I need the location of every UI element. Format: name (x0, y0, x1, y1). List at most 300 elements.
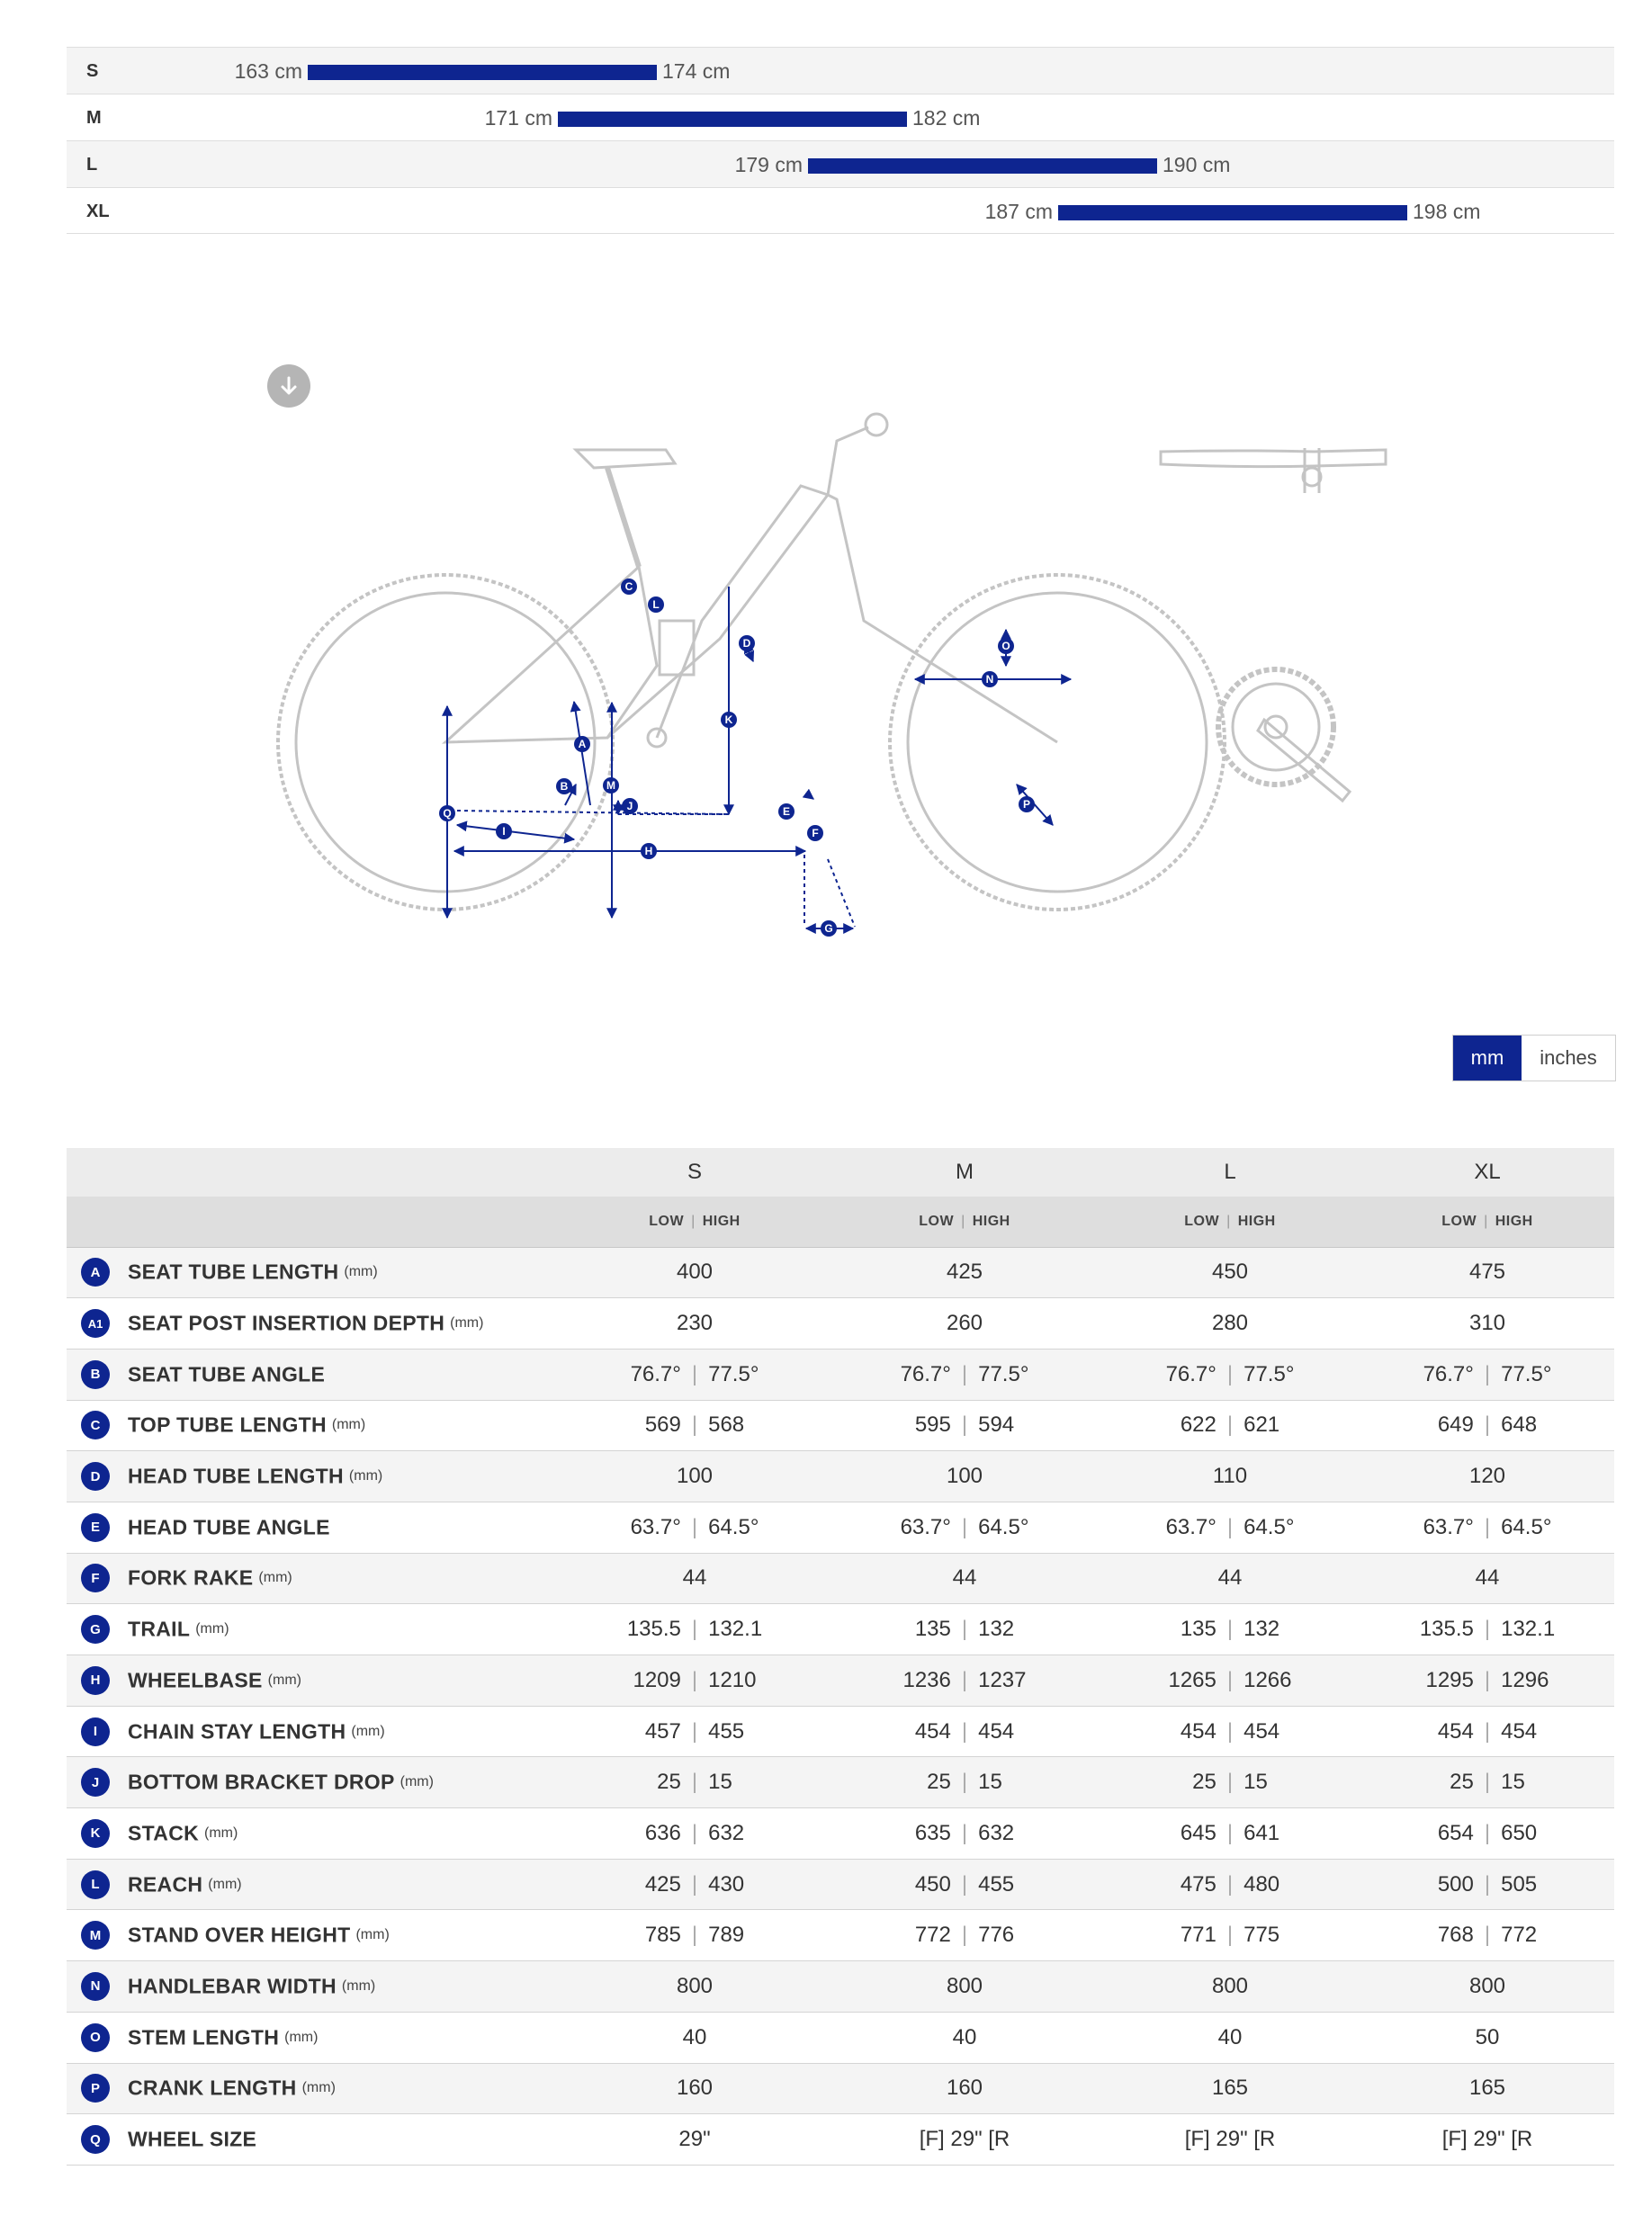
crankset-outline (1218, 669, 1350, 801)
measurement-unit: (mm) (450, 1315, 484, 1332)
high-value: 650 (1501, 1820, 1538, 1845)
low-value: 135 (1180, 1617, 1217, 1642)
high-value: 1296 (1501, 1667, 1549, 1692)
measurement-label (67, 2063, 560, 2114)
high-value: 15 (1501, 1770, 1525, 1795)
measurement-value: 160 (676, 2076, 714, 2101)
measurement-value: 160 (946, 2076, 983, 2101)
measurement-value (1360, 1706, 1614, 1757)
measurement-value (830, 1808, 1100, 1860)
measurement-value: 120 (1468, 1464, 1506, 1489)
measurement-value: 230 (676, 1311, 714, 1336)
svg-text:F: F (812, 827, 819, 839)
value-separator: | (1226, 1871, 1234, 1897)
low-value: 76.7° (1165, 1361, 1217, 1386)
svg-text:H: H (644, 845, 653, 857)
measurement-value (1360, 1910, 1614, 1961)
svg-text:K: K (724, 713, 733, 726)
value-separator: | (1226, 1820, 1234, 1845)
high-value: 1237 (978, 1667, 1027, 1692)
high-value: 77.5° (708, 1361, 759, 1386)
measurement-value (560, 1757, 830, 1808)
measurement-value: 100 (946, 1464, 983, 1489)
svg-text:E: E (782, 805, 791, 818)
range-bar (558, 112, 907, 127)
high-value: 454 (978, 1718, 1015, 1744)
measurement-value (830, 1502, 1100, 1553)
value-separator: | (961, 1718, 968, 1744)
measurement-name: HEAD TUBE ANGLE (128, 1515, 330, 1539)
measurement-value: 475 (1468, 1260, 1506, 1285)
value-separator: | (1484, 1923, 1491, 1948)
rider-height-chart (67, 47, 1614, 234)
measurement-value: 310 (1468, 1311, 1506, 1336)
measurement-value: 425 (946, 1260, 983, 1285)
high-value: 64.5° (1243, 1514, 1295, 1539)
measurement-value (1100, 1808, 1360, 1860)
svg-text:J: J (626, 800, 633, 812)
value-separator: | (1226, 1770, 1234, 1795)
label-m (603, 777, 619, 794)
measurement-value: 110 (1212, 1464, 1248, 1489)
size-header: S (560, 1148, 830, 1197)
measurement-letter-badge: B (81, 1360, 110, 1389)
table-row (67, 1910, 1614, 1961)
measurement-value (560, 1859, 830, 1910)
label-k (721, 712, 737, 728)
size-label: S (86, 61, 99, 81)
bike-outline (278, 414, 1225, 910)
measurement-value: 800 (676, 1973, 714, 1998)
measurement-unit: (mm) (351, 1723, 385, 1739)
measurement-label (67, 1604, 560, 1655)
high-value: 621 (1243, 1412, 1280, 1438)
high-value: 632 (978, 1820, 1015, 1845)
measurement-unit: (mm) (284, 2029, 319, 2045)
label-e (778, 803, 795, 820)
low-value: 454 (914, 1718, 951, 1744)
high-value: 15 (708, 1770, 732, 1795)
value-separator: | (691, 1718, 698, 1744)
svg-text:C: C (624, 580, 633, 593)
table-row (67, 1298, 1614, 1350)
value-separator: | (1484, 1718, 1491, 1744)
measurement-label (67, 1451, 560, 1502)
measurement-value: [F] 29" [R (1441, 2127, 1533, 2152)
measurement-value (1360, 1859, 1614, 1910)
measurement-name: BOTTOM BRACKET DROP (128, 1770, 395, 1794)
size-header-row (67, 1148, 1614, 1197)
measurement-value (1100, 1502, 1360, 1553)
measurement-label (67, 1400, 560, 1451)
measurement-value: 44 (1475, 1565, 1500, 1591)
low-high-header-row (67, 1197, 1614, 1247)
high-value: 1210 (708, 1667, 757, 1692)
table-row (67, 1553, 1614, 1604)
low-value: 635 (914, 1820, 951, 1845)
low-value: 425 (644, 1871, 681, 1897)
label-g (821, 920, 837, 937)
value-separator: | (1226, 1412, 1234, 1438)
value-separator: | (961, 1514, 968, 1539)
size-label: XL (86, 202, 110, 221)
measurement-value (560, 1349, 830, 1400)
measurement-letter-badge: M (81, 1921, 110, 1950)
measurement-value: 40 (682, 2024, 707, 2049)
measurement-letter-badge: Q (81, 2125, 110, 2154)
size-header: L (1100, 1148, 1360, 1197)
label-a (574, 736, 590, 752)
low-value: 785 (644, 1923, 681, 1948)
high-value: 454 (1243, 1718, 1280, 1744)
table-row (67, 1757, 1614, 1808)
measurement-letter-badge: K (81, 1819, 110, 1848)
measurement-value (1100, 1910, 1360, 1961)
svg-text:A: A (578, 738, 587, 750)
low-label: LOW (649, 1213, 685, 1229)
table-row (67, 1451, 1614, 1502)
high-label: HIGH (1495, 1213, 1533, 1229)
low-value: 25 (1192, 1770, 1217, 1795)
value-separator: | (691, 1770, 698, 1795)
value-separator: | (1226, 1667, 1234, 1692)
measurement-value: [F] 29" [R (1184, 2127, 1276, 2152)
measurement-label (67, 2012, 560, 2063)
high-value: 132 (978, 1617, 1015, 1642)
size-label: M (86, 108, 102, 128)
svg-text:I: I (502, 825, 506, 838)
table-row (67, 2063, 1614, 2114)
value-separator: | (691, 1923, 698, 1948)
measurement-letter-badge: F (81, 1564, 110, 1592)
measurement-name: STEM LENGTH (128, 2025, 280, 2049)
measurement-label (67, 1502, 560, 1553)
table-row (67, 1961, 1614, 2013)
low-value: 1236 (902, 1667, 951, 1692)
svg-text:N: N (985, 673, 994, 686)
measurement-value: 450 (1211, 1260, 1249, 1285)
value-separator: | (1484, 1617, 1491, 1642)
measurement-value: 50 (1475, 2024, 1500, 2049)
value-separator: | (961, 1923, 968, 1948)
measurement-value (830, 1757, 1100, 1808)
measurement-value: 165 (1468, 2076, 1506, 2101)
high-value: 1266 (1243, 1667, 1292, 1692)
measurement-value: 44 (1217, 1565, 1243, 1591)
size-header: M (830, 1148, 1100, 1197)
measurement-value (1100, 1655, 1360, 1707)
measurement-name: STACK (128, 1821, 200, 1845)
low-value: 25 (657, 1770, 681, 1795)
size-row-m (67, 94, 1614, 140)
measurement-value: 40 (952, 2024, 977, 2049)
measurement-value (1360, 1502, 1614, 1553)
measurement-label (67, 1553, 560, 1604)
low-value: 63.7° (630, 1514, 681, 1539)
measurement-name: FORK RAKE (128, 1565, 254, 1590)
low-label: LOW (919, 1213, 955, 1229)
measurement-name: SEAT TUBE ANGLE (128, 1362, 326, 1386)
low-high-header: LOW | HIGH (560, 1197, 830, 1247)
value-separator: | (691, 1412, 698, 1438)
low-value: 25 (1450, 1770, 1474, 1795)
label-n (982, 671, 998, 687)
table-row (67, 1604, 1614, 1655)
low-value: 645 (1180, 1820, 1217, 1845)
measurement-value (1360, 1808, 1614, 1860)
low-high-header: LOW | HIGH (1100, 1197, 1360, 1247)
high-value: 772 (1501, 1923, 1538, 1948)
value-separator: | (1484, 1361, 1491, 1386)
measurement-value (560, 1910, 830, 1961)
measurement-label (67, 1298, 560, 1350)
measurement-name: REACH (128, 1872, 203, 1897)
low-value: 1209 (633, 1667, 681, 1692)
unit-inches-button[interactable]: inches (1522, 1036, 1615, 1081)
value-separator: | (691, 1667, 698, 1692)
measurement-value (830, 1706, 1100, 1757)
low-value: 63.7° (1165, 1514, 1217, 1539)
measurement-letter-badge: J (81, 1768, 110, 1797)
high-value: 648 (1501, 1412, 1538, 1438)
value-separator: | (1484, 1770, 1491, 1795)
measurement-arrows (447, 587, 1071, 928)
measurement-unit: (mm) (355, 1927, 390, 1943)
value-separator: | (1226, 1923, 1234, 1948)
low-value: 135 (914, 1617, 951, 1642)
measurement-label (67, 1757, 560, 1808)
value-separator: | (961, 1820, 968, 1845)
measurement-value: 44 (682, 1565, 707, 1591)
low-value: 25 (927, 1770, 951, 1795)
measurement-value (1360, 1349, 1614, 1400)
value-separator: | (1226, 1514, 1234, 1539)
measurement-value (1100, 1859, 1360, 1910)
measurement-value: 100 (676, 1464, 714, 1489)
measurement-value (1100, 1400, 1360, 1451)
header-spacer (67, 1148, 560, 1197)
value-separator: | (1484, 1514, 1491, 1539)
label-q (439, 805, 455, 821)
low-value: 595 (914, 1412, 951, 1438)
low-value: 76.7° (1423, 1361, 1474, 1386)
measurement-name: HANDLEBAR WIDTH (128, 1974, 337, 1998)
measurement-unit: (mm) (195, 1621, 229, 1637)
size-label: L (86, 155, 98, 175)
low-value: 654 (1437, 1820, 1474, 1845)
measurement-letter-badge: N (81, 1972, 110, 2001)
high-value: 15 (978, 1770, 1002, 1795)
high-value: 15 (1243, 1770, 1268, 1795)
measurement-value (560, 1400, 830, 1451)
measurement-value: 280 (1211, 1311, 1249, 1336)
high-value: 455 (978, 1871, 1015, 1897)
label-i (496, 823, 512, 839)
value-separator: | (961, 1412, 968, 1438)
low-value: 649 (1437, 1412, 1474, 1438)
value-separator: | (691, 1820, 698, 1845)
value-separator: | (691, 1514, 698, 1539)
low-value: 454 (1180, 1718, 1217, 1744)
measurement-value (1100, 1757, 1360, 1808)
low-value: 1265 (1168, 1667, 1217, 1692)
measurement-label (67, 1961, 560, 2013)
measurement-letter-badge: C (81, 1411, 110, 1439)
measurement-value (830, 1910, 1100, 1961)
high-value: 132.1 (1501, 1617, 1556, 1642)
unit-toggle (1452, 1035, 1616, 1081)
measurement-value (1100, 1349, 1360, 1400)
measurement-unit: (mm) (348, 1468, 383, 1484)
measurement-unit: (mm) (341, 1977, 376, 1994)
measurement-name: CHAIN STAY LENGTH (128, 1719, 346, 1744)
label-p (1019, 796, 1035, 812)
measurement-letter-badge: A (81, 1258, 110, 1287)
table-row (67, 1349, 1614, 1400)
value-separator: | (961, 1770, 968, 1795)
value-separator: | (1484, 1820, 1491, 1845)
measurement-label (67, 1910, 560, 1961)
label-d (739, 635, 755, 651)
high-value: 64.5° (1501, 1514, 1552, 1539)
low-value: 135.5 (626, 1617, 681, 1642)
high-value: 775 (1243, 1923, 1280, 1948)
label-o (998, 638, 1014, 654)
measurement-name: TRAIL (128, 1617, 191, 1641)
measurement-value (560, 1502, 830, 1553)
measurement-label (67, 1655, 560, 1707)
measurement-value: 44 (952, 1565, 977, 1591)
header-spacer (67, 1197, 560, 1247)
high-value: 77.5° (1243, 1361, 1295, 1386)
bike-geometry-diagram (252, 342, 1440, 972)
measurement-value (560, 1706, 830, 1757)
low-value: 636 (644, 1820, 681, 1845)
low-value: 1295 (1425, 1667, 1474, 1692)
low-value: 500 (1437, 1871, 1474, 1897)
svg-text:P: P (1022, 798, 1031, 811)
low-value: 772 (914, 1923, 951, 1948)
value-separator: | (961, 1361, 968, 1386)
low-high-header: LOW | HIGH (1360, 1197, 1614, 1247)
measurement-name: TOP TUBE LENGTH (128, 1412, 327, 1437)
value-separator: | (1484, 1412, 1491, 1438)
svg-text:G: G (824, 922, 833, 935)
value-separator: | (691, 1871, 698, 1897)
geometry-table-body (67, 1247, 1614, 2165)
high-value: 505 (1501, 1871, 1538, 1897)
value-separator: | (961, 1617, 968, 1642)
range-bar (808, 158, 1157, 174)
unit-mm-button[interactable]: mm (1453, 1036, 1522, 1081)
measurement-value: 800 (1468, 1973, 1506, 1998)
measurement-label (67, 1247, 560, 1298)
table-row (67, 1655, 1614, 1707)
measurement-name: SEAT TUBE LENGTH (128, 1260, 339, 1284)
high-label: HIGH (702, 1213, 741, 1229)
measurement-value (1100, 1706, 1360, 1757)
range-bar (308, 65, 657, 80)
high-label: HIGH (1237, 1213, 1276, 1229)
label-f (807, 825, 823, 841)
measurement-value (1360, 1604, 1614, 1655)
table-row (67, 1247, 1614, 1298)
high-value: 77.5° (1501, 1361, 1552, 1386)
diagram-labels (439, 578, 1035, 937)
geometry-table (67, 1148, 1614, 2166)
measurement-value: [F] 29" [R (919, 2127, 1010, 2152)
low-value: 569 (644, 1412, 681, 1438)
low-label: LOW (1184, 1213, 1220, 1229)
measurement-name: STAND OVER HEIGHT (128, 1923, 351, 1947)
low-value: 63.7° (900, 1514, 951, 1539)
measurement-unit: (mm) (331, 1417, 366, 1433)
low-high-header: LOW | HIGH (830, 1197, 1100, 1247)
low-value: 76.7° (900, 1361, 951, 1386)
high-value: 632 (708, 1820, 745, 1845)
low-label: LOW (1441, 1213, 1477, 1229)
measurement-name: WHEELBASE (128, 1668, 263, 1692)
high-value: 480 (1243, 1871, 1280, 1897)
value-separator: | (1484, 1871, 1491, 1897)
low-value: 475 (1180, 1871, 1217, 1897)
measurement-unit: (mm) (400, 1774, 434, 1790)
measurement-value (830, 1655, 1100, 1707)
table-row (67, 2012, 1614, 2063)
measurement-value (560, 1604, 830, 1655)
table-row (67, 2114, 1614, 2166)
high-value: 789 (708, 1923, 745, 1948)
range-min: 187 cm (984, 200, 1053, 223)
measurement-value: 400 (676, 1260, 714, 1285)
measurement-name: WHEEL SIZE (128, 2127, 257, 2151)
table-row (67, 1859, 1614, 1910)
range-min: 163 cm (234, 59, 302, 83)
size-row-l (67, 140, 1614, 187)
high-value: 641 (1243, 1820, 1280, 1845)
high-value: 132.1 (708, 1617, 763, 1642)
low-value: 454 (1437, 1718, 1474, 1744)
measurement-letter-badge: O (81, 2023, 110, 2052)
value-separator: | (1226, 1718, 1234, 1744)
svg-text:O: O (1001, 640, 1010, 652)
high-value: 594 (978, 1412, 1015, 1438)
low-value: 450 (914, 1871, 951, 1897)
measurement-unit: (mm) (301, 2080, 336, 2096)
measurement-value: 29" (678, 2127, 711, 2152)
value-separator: | (691, 1617, 698, 1642)
value-separator: | (1226, 1617, 1234, 1642)
handlebar-outline (1161, 448, 1386, 493)
measurement-unit: (mm) (258, 1570, 292, 1586)
measurement-name: SEAT POST INSERTION DEPTH (128, 1311, 445, 1335)
size-header: XL (1360, 1148, 1614, 1197)
range-max: 182 cm (912, 106, 981, 130)
value-separator: | (961, 1871, 968, 1897)
measurement-letter-badge: L (81, 1870, 110, 1899)
svg-text:Q: Q (443, 807, 452, 820)
measurement-unit: (mm) (267, 1672, 301, 1688)
low-value: 63.7° (1423, 1514, 1474, 1539)
measurement-label (67, 1706, 560, 1757)
measurement-letter-badge: I (81, 1717, 110, 1746)
table-row (67, 1706, 1614, 1757)
size-row-s (67, 47, 1614, 94)
high-value: 455 (708, 1718, 745, 1744)
measurement-value (830, 1400, 1100, 1451)
measurement-name: CRANK LENGTH (128, 2076, 297, 2100)
low-value: 768 (1437, 1923, 1474, 1948)
